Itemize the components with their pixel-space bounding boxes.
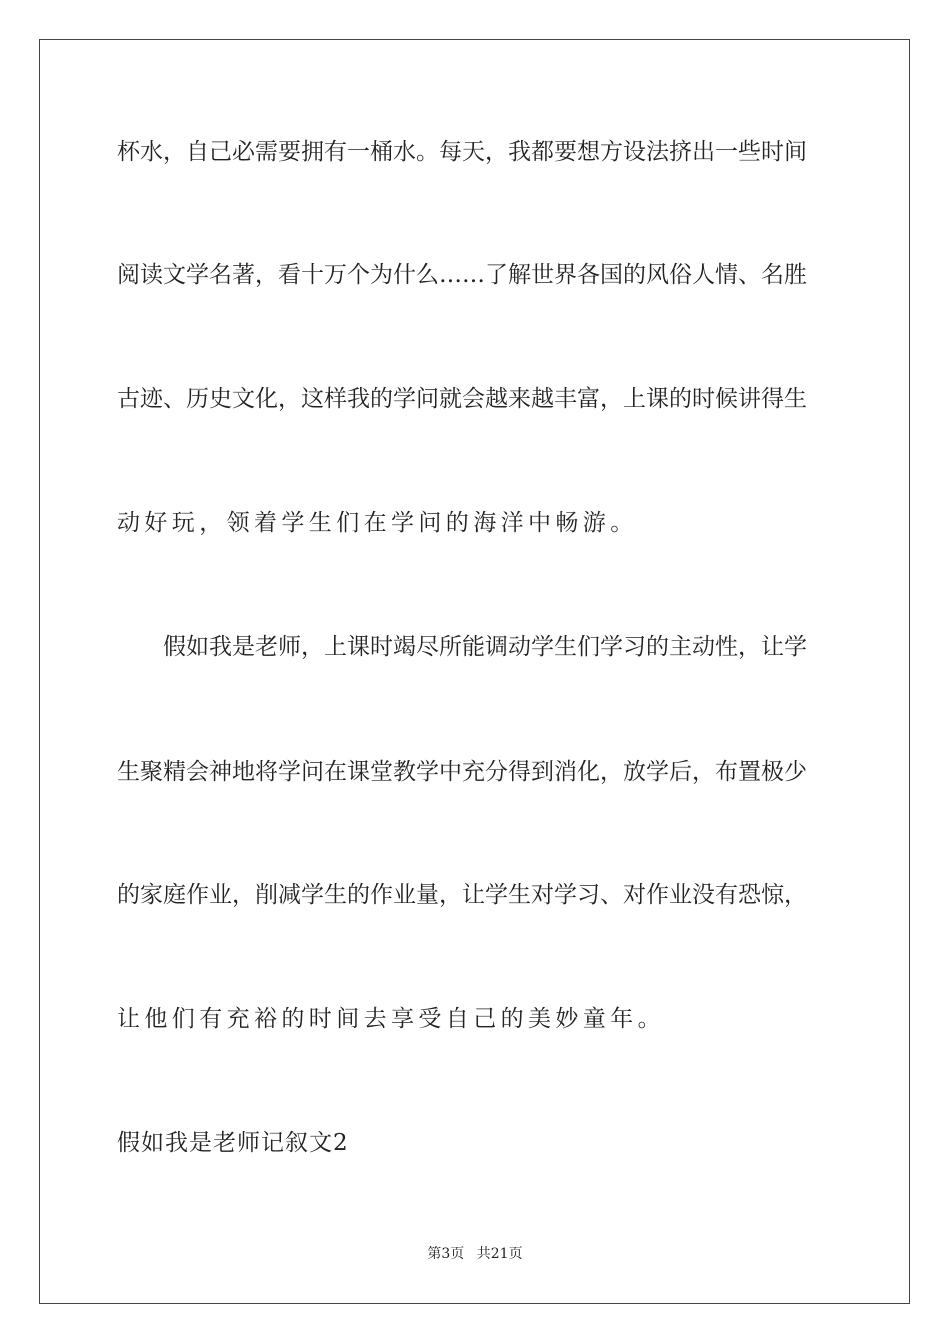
page-footer <box>0 1245 950 1263</box>
paragraph-1-line-3: 古迹、历史文化，这样我的学问就会越来越丰富，上课的时候讲得生 <box>117 386 807 412</box>
paragraph-1-line-1: 杯水，自己必需要拥有一桶水。每天，我都要想方设法挤出一些时间 <box>117 139 807 165</box>
paragraph-2-line-2: 生聚精会神地将学问在课堂教学中充分得到消化，放学后，布置极少 <box>117 759 807 785</box>
paragraph-2-line-3: 的家庭作业，削减学生的作业量，让学生对学习、对作业没有恐惊， <box>117 882 807 908</box>
section-heading: 假如我是老师记叙文2 <box>117 1130 349 1156</box>
paragraph-2-line-1: 假如我是老师，上课时竭尽所能调动学生们学习的主动性，让学 <box>163 634 807 660</box>
page-number: 第3页 <box>427 1246 465 1262</box>
paragraph-1-line-4: 动好玩，领着学生们在学问的海洋中畅游。 <box>117 510 638 536</box>
page-border <box>39 39 910 1304</box>
paragraph-1-line-2: 阅读文学名著，看十万个为什么……了解世界各国的风俗人情、名胜 <box>117 262 807 288</box>
page-total: 共21页 <box>476 1246 523 1262</box>
paragraph-2-line-4: 让他们有充裕的时间去享受自己的美妙童年。 <box>117 1006 665 1032</box>
